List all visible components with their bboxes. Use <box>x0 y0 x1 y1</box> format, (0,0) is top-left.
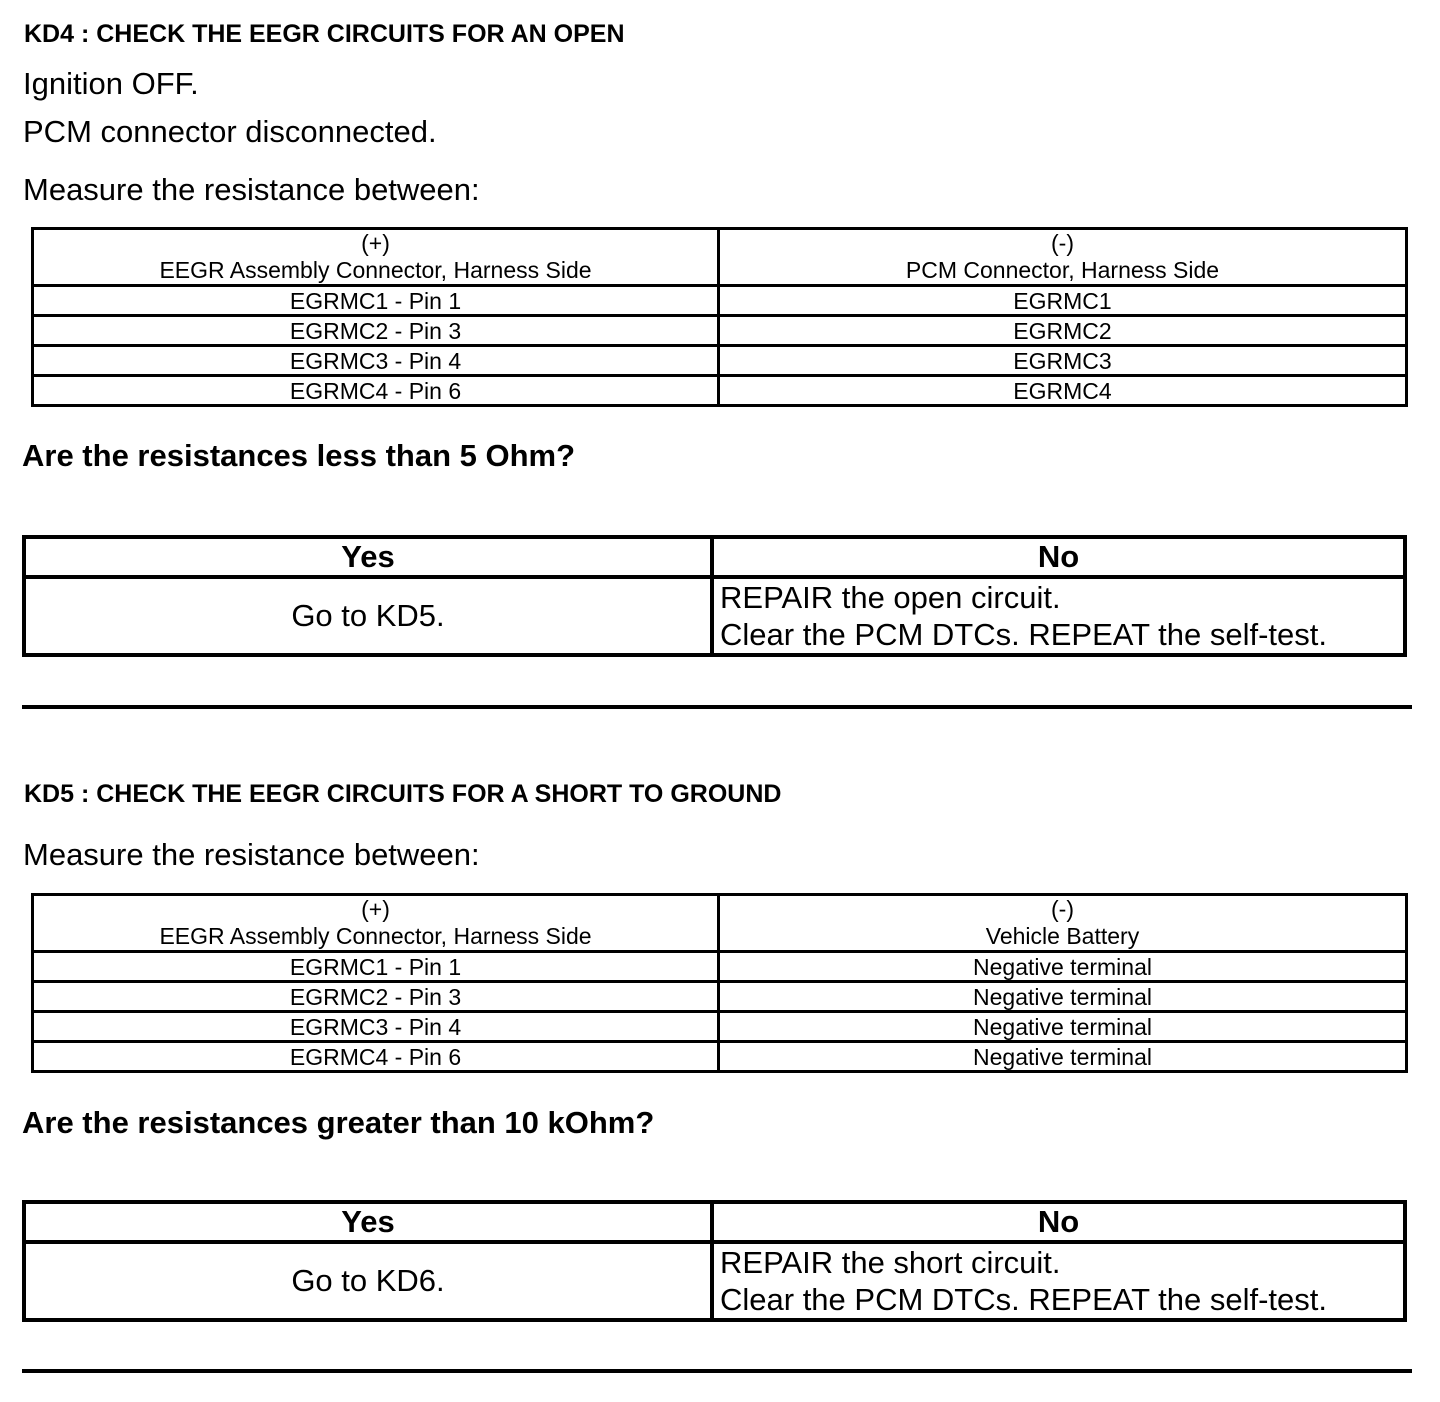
kd5-decision-table <box>22 1200 1407 1322</box>
yes-header: Yes <box>24 1202 712 1242</box>
table-header-row <box>33 895 1407 952</box>
table-cell: EGRMC3 - Pin 4 <box>33 1012 719 1042</box>
decision-header-row <box>24 537 1405 577</box>
table-row <box>33 1012 1407 1042</box>
decision-body-row <box>24 577 1405 655</box>
column-header-positive <box>33 895 719 952</box>
negative-sign: (-) <box>1051 230 1074 256</box>
positive-sign: (+) <box>361 230 390 256</box>
kd4-step-connector: PCM connector disconnected. <box>23 114 437 149</box>
table-cell: EGRMC4 - Pin 6 <box>33 376 719 406</box>
kd5-question: Are the resistances greater than 10 kOhm? <box>22 1105 655 1140</box>
negative-sign: (-) <box>1051 896 1074 922</box>
table-cell: EGRMC4 - Pin 6 <box>33 1042 719 1072</box>
table-cell: EGRMC2 - Pin 3 <box>33 982 719 1012</box>
no-header: No <box>712 1202 1405 1242</box>
table-cell: EGRMC3 - Pin 4 <box>33 346 719 376</box>
table-header-row <box>33 229 1407 286</box>
kd4-step-ignition: Ignition OFF. <box>23 66 199 101</box>
table-cell: EGRMC4 <box>719 376 1407 406</box>
yes-header: Yes <box>24 537 712 577</box>
negative-label: Vehicle Battery <box>985 923 1140 949</box>
table-cell: Negative terminal <box>719 982 1407 1012</box>
no-action-line: REPAIR the open circuit. <box>720 580 1061 615</box>
table-row <box>33 376 1407 406</box>
negative-label: PCM Connector, Harness Side <box>905 257 1220 283</box>
kd4-measurement-table <box>31 227 1408 407</box>
table-cell: EGRMC2 - Pin 3 <box>33 316 719 346</box>
section-divider <box>22 1369 1412 1373</box>
table-row <box>33 286 1407 316</box>
yes-action: Go to KD5. <box>24 577 712 655</box>
kd5-measure-instruction: Measure the resistance between: <box>23 837 480 872</box>
column-header-negative <box>719 229 1407 286</box>
kd5-measurement-table <box>31 893 1408 1073</box>
table-cell: Negative terminal <box>719 1012 1407 1042</box>
table-row <box>33 316 1407 346</box>
table-cell: EGRMC2 <box>719 316 1407 346</box>
positive-label: EEGR Assembly Connector, Harness Side <box>159 923 592 949</box>
table-cell: Negative terminal <box>719 952 1407 982</box>
yes-action: Go to KD6. <box>24 1242 712 1320</box>
decision-body-row <box>24 1242 1405 1320</box>
table-row <box>33 982 1407 1012</box>
section-divider <box>22 705 1412 709</box>
kd5-heading: KD5 : CHECK THE EEGR CIRCUITS FOR A SHORT TO GROUND <box>24 780 782 808</box>
column-header-negative <box>719 895 1407 952</box>
table-cell: EGRMC1 <box>719 286 1407 316</box>
no-action-line: Clear the PCM DTCs. REPEAT the self-test. <box>720 617 1327 652</box>
no-action-line: REPAIR the short circuit. <box>720 1245 1061 1280</box>
positive-sign: (+) <box>361 896 390 922</box>
no-action <box>712 577 1405 655</box>
kd4-heading: KD4 : CHECK THE EEGR CIRCUITS FOR AN OPEN <box>24 20 625 48</box>
decision-header-row <box>24 1202 1405 1242</box>
table-cell: EGRMC1 - Pin 1 <box>33 952 719 982</box>
no-action <box>712 1242 1405 1320</box>
kd4-measure-instruction: Measure the resistance between: <box>23 172 480 207</box>
no-action-line: Clear the PCM DTCs. REPEAT the self-test. <box>720 1282 1327 1317</box>
table-row <box>33 1042 1407 1072</box>
table-cell: Negative terminal <box>719 1042 1407 1072</box>
kd4-question: Are the resistances less than 5 Ohm? <box>22 438 576 473</box>
no-header: No <box>712 537 1405 577</box>
table-cell: EGRMC3 <box>719 346 1407 376</box>
table-row <box>33 346 1407 376</box>
table-cell: EGRMC1 - Pin 1 <box>33 286 719 316</box>
kd4-decision-table <box>22 535 1407 657</box>
table-row <box>33 952 1407 982</box>
column-header-positive <box>33 229 719 286</box>
positive-label: EEGR Assembly Connector, Harness Side <box>159 257 592 283</box>
